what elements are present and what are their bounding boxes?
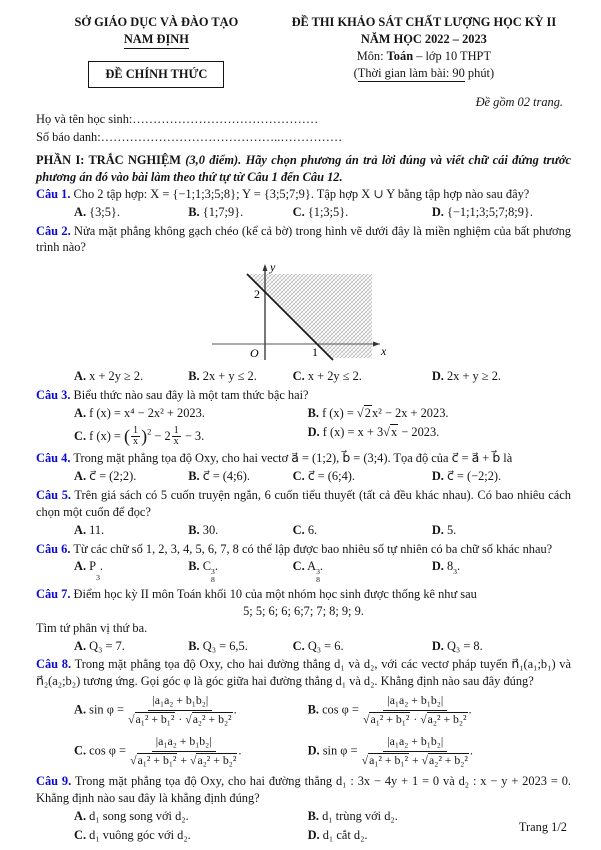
question-5-text: Trên giá sách có 5 cuốn truyện ngắn, 6 cuốn tiểu thuyết (tất cả đều khác nhau). Có bao nhiêu cách chọn một cuốn để đọc? (36, 487, 571, 519)
question-8-options-row1 (36, 691, 571, 730)
x-axis-label: x (381, 344, 387, 359)
department-line1: SỞ GIÁO DỤC VÀ ĐÀO TẠO (74, 15, 239, 29)
x-tick-1: 1 (312, 345, 318, 360)
question-8-options-row2 (36, 732, 571, 771)
question-4-options (36, 468, 571, 485)
option-a: A. 11. (74, 522, 105, 537)
duration-line (277, 65, 571, 83)
question-2-options (36, 368, 571, 385)
student-name-label: Họ và tên học sinh: (36, 112, 133, 127)
y-tick-2: 2 (254, 287, 260, 302)
subject-line (277, 48, 571, 65)
question-9-options-row1 (36, 808, 571, 825)
header-right (277, 14, 571, 88)
question-6 (36, 541, 571, 584)
part1-label: PHẦN I: TRẮC NGHIỆM (36, 153, 186, 168)
option-b: B. c⃗ = (4;6). (188, 469, 250, 484)
fraction: $\frac{1}{x}$ (173, 424, 179, 448)
question-3-options-row2 (36, 424, 571, 448)
question-2 (36, 223, 571, 385)
sub-sup-stack: 3 (453, 566, 458, 576)
question-5-options (36, 522, 571, 539)
pages-note: Đề gồm 02 trang. (475, 94, 563, 109)
inequality-region-graph (204, 258, 390, 362)
question-7-data: 5; 5; 6; 6; 6;7; 7; 8; 9; 9. (243, 603, 364, 618)
option-d: D. c⃗ = (−2;2). (431, 469, 502, 484)
part1-instruction: (3,0 điểm). Hãy chọn phương án trả lời đúng và viết chữ cái đứng trước phương án đó vào bài làm theo thứ tự từ Câu 1 đến Câu 12. (36, 153, 571, 185)
option-b: B. cos φ = |a₁a₂ + b₁b₂| √ a₁² + b₁² · √ a₂² + b₂² . (308, 691, 571, 730)
option-a: A. c⃗ = (2;2). (74, 469, 137, 484)
option-c: C. c⃗ = (6;4). (292, 469, 355, 484)
option-a: A. P 3 . (74, 559, 104, 582)
option-d: D. sin φ = |a₁a₂ + b₁b₂| √ a₁² + b₁² + √ a₂² + b₂² . (308, 732, 571, 771)
option-d: D. d₁ cắt d₂. (307, 827, 368, 842)
sqrt-radical: √ a₁² + b₁² (363, 712, 410, 726)
exam-title-line2: NĂM HỌC 2022 – 2023 (360, 31, 487, 46)
sqrt-radical: √ x (383, 424, 398, 439)
option-d: D. {−1;1;3;5;7;8;9}. (431, 204, 533, 219)
option-a: A. sin φ = |a₁a₂ + b₁b₂| √ a₁² + b₁² · √ a₂² + b₂² . (74, 691, 308, 730)
question-3 (36, 387, 571, 448)
student-name-dots: ……………………………………… (132, 112, 319, 127)
fraction: $\frac{1}{x}$ (133, 424, 139, 448)
option-b: B. Q₃ = 6,5. (188, 638, 248, 653)
question-4 (36, 450, 571, 485)
option-c: C. 6. (292, 522, 318, 537)
y-axis-label: y (270, 260, 276, 275)
duration-pre: ( (353, 65, 358, 80)
student-id-line (36, 129, 571, 146)
question-6-label: Câu 6. (36, 541, 71, 556)
left-paren: ( (124, 425, 130, 446)
official-exam-box: ĐỀ CHÍNH THỨC (88, 61, 224, 88)
question-4-label: Câu 4. (36, 451, 71, 466)
exponent: 2 (147, 426, 152, 437)
question-1-options (36, 204, 571, 221)
y-axis-arrow (263, 264, 268, 271)
option-d: D. Q₃ = 8. (431, 638, 483, 653)
question-8-text: Trong mặt phẳng tọa độ Oxy, cho hai đường thẳng d₁ và d₂, với các vectơ pháp tuyến n⃗₁(a₁;b₁) và n⃗₂(a₂;b₂) tương ứng. Gọi góc φ là góc giữa hai đường thẳng d₁ và d₂. Khẳng định nào sau đây đúng? (36, 657, 571, 689)
question-8 (36, 656, 571, 771)
x-axis-arrow (373, 342, 380, 347)
fraction: |a₁a₂ + b₁b₂| √ a₁² + b₁² · √ a₂² + b₂² (128, 693, 233, 728)
option-d: D. 8 3 . (431, 559, 461, 576)
subject-name: Toán (386, 48, 414, 63)
option-c: C. d₁ vuông góc với d₂. (74, 827, 191, 842)
option-c: C. x + 2y ≤ 2. (292, 369, 362, 384)
sqrt-radical: √ a₂² + b₂² (422, 753, 469, 767)
fraction: |a₁a₂ + b₁b₂| √ a₁² + b₁² + √ a₂² + b₂² (362, 734, 469, 769)
sqrt-radical: √ a₂² + b₂² (185, 712, 232, 726)
option-a: A. {3;5}. (74, 204, 120, 219)
option-d: D. f (x) = x + 3 √ x − 2023. (308, 424, 571, 448)
option-c: C. Q₃ = 6. (292, 638, 344, 653)
duration-underlined: Thời gian làm bài: 90 (358, 65, 465, 83)
option-c: C. {1;3;5}. (292, 204, 349, 219)
sqrt-radical: √ a₁² + b₁² (128, 712, 175, 726)
question-1 (36, 186, 571, 221)
sqrt-radical: √ a₁² + b₁² (362, 753, 409, 767)
question-9-text: Trong mặt phẳng tọa độ Oxy, cho hai đường thẳng d₁ : 3x − 4y + 1 = 0 và d₂ : x − y + 2023 = 0. Khẳng định nào sau đây là khẳng định đúng? (36, 774, 572, 806)
option-b: B. d₁ trùng với d₂. (307, 808, 398, 823)
question-7-text2: Tìm tứ phân vị thứ ba. (36, 620, 148, 635)
right-paren: ) (141, 425, 148, 446)
sub-sup-stack: 3 (96, 572, 100, 582)
question-1-label: Câu 1. (36, 186, 71, 201)
student-name-line (36, 111, 571, 128)
sqrt-radical: √ 2 (357, 405, 372, 420)
origin-label: O (250, 346, 259, 361)
department-line2: NAM ĐỊNH (124, 31, 189, 49)
option-a: A. f (x) = x⁴ − 2x² + 2023. (74, 405, 205, 420)
question-9 (36, 773, 571, 843)
question-3-label: Câu 3. (36, 388, 71, 403)
question-4-text: Trong mặt phẳng tọa độ Oxy, cho hai vectơ a⃗ = (1;2), b⃗ = (3;4). Tọa độ của c⃗ = a⃗ + b⃗ là (73, 451, 513, 466)
subject-suffix: – lớp 10 THPT (413, 48, 492, 63)
option-b: B. {1;7;9}. (188, 204, 244, 219)
question-8-label: Câu 8. (36, 657, 72, 672)
student-id-dots: ……………………………………..…………… (100, 130, 343, 145)
option-c: C. cos φ = |a₁a₂ + b₁b₂| √ a₁² + b₁² + √ a₂² + b₂² . (74, 732, 308, 771)
question-5-label: Câu 5. (36, 487, 71, 502)
header-left (36, 14, 277, 88)
question-7-options (36, 638, 571, 655)
question-5 (36, 487, 571, 539)
question-9-label: Câu 9. (36, 774, 72, 789)
option-a: A. Q₃ = 7. (74, 638, 125, 653)
header (36, 14, 571, 88)
question-2-text: Nửa mặt phẳng không gạch chéo (kể cả bờ) trong hình vẽ dưới đây là miền nghiệm của bất phương trình nào? (36, 223, 571, 255)
option-d: D. 5. (431, 522, 457, 537)
option-a: A. x + 2y ≥ 2. (74, 369, 144, 384)
sqrt-radical: √ a₂² + b₂² (190, 753, 237, 767)
question-2-graph (204, 258, 571, 367)
sqrt-radical: √ a₁² + b₁² (130, 753, 177, 767)
duration-post: phút) (464, 65, 495, 80)
page-number: Trang 1/2 (518, 820, 567, 835)
question-6-text: Từ các chữ số 1, 2, 3, 4, 5, 6, 7, 8 có thể lập được bao nhiêu số tự nhiên có ba chữ số khác nhau? (73, 541, 553, 556)
sqrt-radical: √ a₂² + b₂² (420, 712, 467, 726)
part1-heading (36, 152, 571, 186)
exam-title-line1: ĐỀ THI KHẢO SÁT CHẤT LƯỢNG HỌC KỲ II (291, 15, 557, 29)
option-b: B. 30. (188, 522, 219, 537)
question-7 (36, 586, 571, 654)
question-7-text: Điểm học kỳ II môn Toán khối 10 của một nhóm học sinh được thống kê như sau (73, 586, 477, 601)
question-3-options-row1 (36, 405, 571, 422)
option-b: B. 2x + y ≤ 2. (188, 369, 257, 384)
fraction: |a₁a₂ + b₁b₂| √ a₁² + b₁² + √ a₂² + b₂² (130, 734, 237, 769)
question-6-options (36, 558, 571, 584)
option-d: D. 2x + y ≥ 2. (431, 369, 502, 384)
subject-prefix: Môn: (356, 48, 387, 63)
question-7-label: Câu 7. (36, 586, 71, 601)
question-1-text: Cho 2 tập hợp: X = {−1;1;3;5;8}; Y = {3;5;7;9}. Tập hợp X ∪ Y bằng tập hợp nào sau đây? (73, 186, 530, 201)
question-3-text: Biểu thức nào sau đây là một tam thức bậc hai? (73, 388, 309, 403)
option-b: B. f (x) = √ 2x² − 2x + 2023. (308, 405, 571, 422)
option-c: C. f (x) = ( $\frac{1}{x}$ )$^2$ − 2 $\frac{1}{x}$ − 3. (74, 424, 205, 448)
option-a: A. d₁ song song với d₂. (74, 808, 189, 823)
fraction: |a₁a₂ + b₁b₂| √ a₁² + b₁² · √ a₂² + b₂² (363, 693, 468, 728)
student-id-label: Số báo danh: (36, 130, 101, 145)
sub-sup-stack: 3 8 (316, 566, 320, 584)
question-2-label: Câu 2. (36, 223, 71, 238)
option-b: B. C 3 8 . (188, 559, 218, 584)
option-c: C. A 3 8 . (292, 559, 324, 584)
sub-sup-stack: 3 8 (211, 566, 215, 584)
question-9-options-row2 (36, 827, 571, 844)
